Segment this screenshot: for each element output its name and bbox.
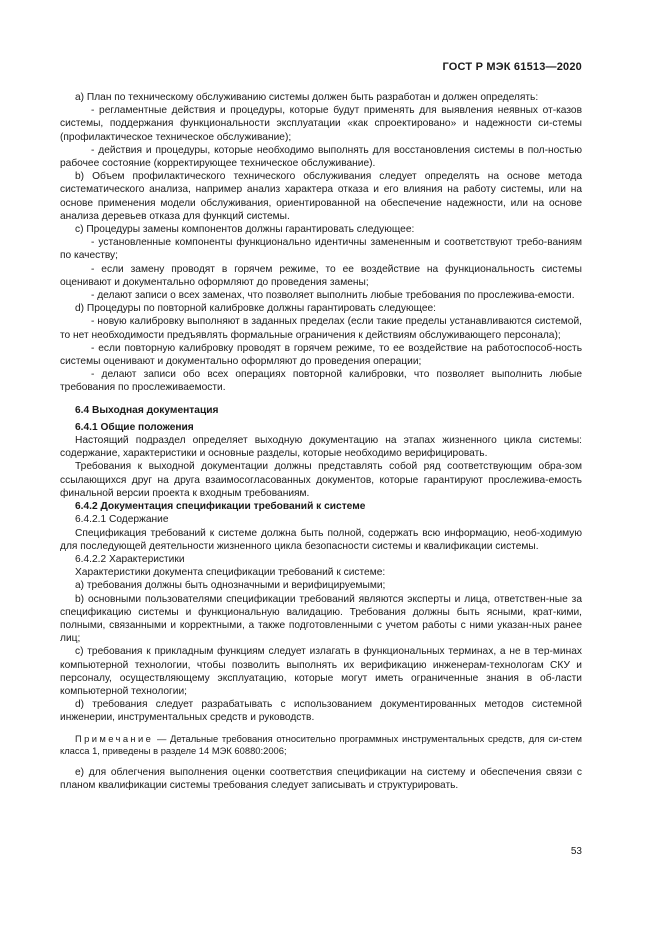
section-heading-6-4-1: 6.4.1 Общие положения <box>75 421 194 433</box>
list-dash-item: - установленные компоненты функционально идентичны замененным и соответствуют требо-ваниям по качеству; <box>60 237 582 262</box>
list-dash-item: - действия и процедуры, которые необходимо выполнять для восстановления системы в пол-ностью рабочее состояние (корректирующее техническое обслуживание). <box>60 144 582 170</box>
note <box>60 733 582 758</box>
section-heading-6-4-2-2: 6.4.2.2 Характеристики <box>75 553 185 565</box>
list-item-b: b) Объем профилактического технического обслуживания следует определять на основе метода систематического анализа, например анализ характера отказа и его влияния на работу системы, или на основе применения модели обслуживания, ориентированной на обеспечение надежности, или на основе анализа деревьев отказа для функций системы. <box>60 171 582 222</box>
list-item-e: e) для облегчения выполнения оценки соответствия спецификации на систему и обеспечения связи с планом квалификации системы требования следует записывать и структурировать. <box>60 766 582 791</box>
section-heading-6-4-2: 6.4.2 Документация спецификации требований к системе <box>75 501 366 513</box>
list-item-a: a) План по техническому обслуживанию системы должен быть разработан и должен определять: <box>75 92 539 103</box>
section-heading-6-4-2-1: 6.4.2.1 Содержание <box>75 514 169 526</box>
list-dash-item: - делают записи обо всех операциях повторной калибровки, что позволяет выполнить любые требования по прослеживаемости. <box>60 369 582 394</box>
list-item-c: c) требования к прикладным функциям следует излагать в функциональных терминах, а не в тер-минах компьютерной технологии, чтобы позволить выполнять их верификацию инженерам-технологам СКУ и персоналу, осуществляющему эксплуатацию, которые могут иметь ограниченные знания в об-ласти компьютерной технологии; <box>60 646 582 697</box>
list-item-d: d) Процедуры по повторной калибровке должны гарантировать следующее: <box>75 303 437 315</box>
section-heading-6-4: 6.4 Выходная документация <box>75 404 219 416</box>
list-item-c: c) Процедуры замены компонентов должны гарантировать следующее: <box>75 224 415 236</box>
note-text: — Детальные требования относительно программных инструментальных средств, для си-стем класса 1, приведены в разделе 14 МЭК 60880:2006; <box>60 732 582 757</box>
note-label: Примечание <box>75 732 154 744</box>
list-dash-item: - регламентные действия и процедуры, которые будут применять для выявления неявных от-казов системы, поддержания функциональности эксплуатации «как спроектировано» и надежности си-стемы (профилактическое техническое обслуживание); <box>60 105 582 143</box>
paragraph: Требования к выходной документации должны представлять собой ряд соответствующим обра-зом ссылающихся друг на друга взаимосогласованных документов, которые гарантируют прослежива-емость финальной версии проекта к входным требованиям. <box>60 461 582 499</box>
paragraph: Характеристики документа спецификации требований к системе: <box>75 567 386 579</box>
list-dash-item: - новую калибровку выполняют в заданных пределах (если такие пределы устанавливаются системой, то нет необходимости предъявлять формальные ограничения к действиям обслуживающего персонала); <box>60 316 582 341</box>
list-item-a: a) требования должны быть однозначными и верифицируемыми; <box>75 580 386 592</box>
paragraph: Спецификация требований к системе должна быть полной, содержать всю информацию, необ-ходимую для последующей деятельности жизненного цикла безопасности системы и квалификации системы. <box>60 527 582 552</box>
list-item-b: b) основными пользователями спецификации требований являются эксперты и лица, ответствен-ные за спецификацию системы и функциональную валидацию. Требования должны быть ясными, крат-кими, полными, связанными и корректными, а также подготовленными с учетом работы с ними указан-ных ранее лиц; <box>60 593 582 645</box>
standard-designation: ГОСТ Р МЭК 61513—2020 <box>442 61 582 73</box>
list-dash-item: - делают записи о всех заменах, что позволяет выполнить любые требования по прослежива-емости. <box>91 290 575 302</box>
paragraph: Настоящий подраздел определяет выходную документацию на этапах жизненного цикла системы: содержание, характеристики и основные разделы, которые необходимо верифицировать. <box>60 435 582 460</box>
list-dash-item: - если повторную калибровку проводят в горячем режиме, то ее воздействие на работоспособ-ность системы оценивают и документально оформляют до проведения операции; <box>60 342 582 368</box>
page-number: 53 <box>570 846 582 857</box>
document-body <box>60 91 582 792</box>
list-item-d: d) требования следует разрабатывать с использованием документированных методов системной инженерии, инструментальных средств и руководств. <box>60 699 582 724</box>
list-dash-item: - если замену проводят в горячем режиме, то ее воздействие на функциональность системы оценивают и документально оформляют до проведения замены; <box>60 263 582 288</box>
